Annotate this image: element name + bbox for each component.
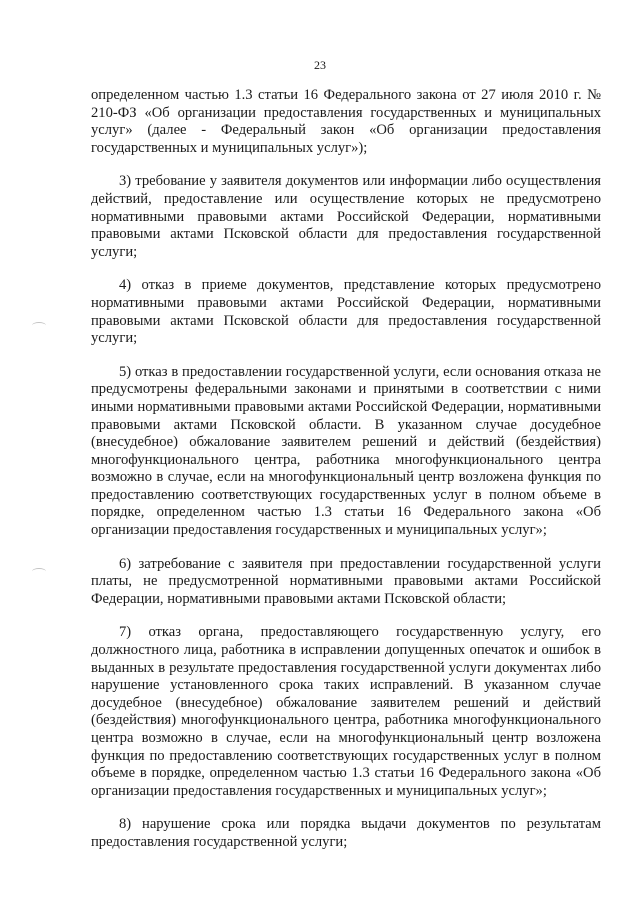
document-body: [91, 87, 601, 868]
paragraph-item-6: 6) затребование с заявителя при предоставлении государственной услуги платы, не предусмотренной нормативными правовыми актами Российской Федерации, нормативными правовыми актами Псковской области;: [91, 555, 601, 607]
paragraph-item-5: 5) отказ в предоставлении государственной услуги, если основания отказа не предусмотрены федеральными законами и принятыми в соответствии с ними иными нормативными правовыми актами Российской Федерации, нормативными правовыми актами Псковской области. В указанном случае досудебное (внесудебное) обжалование заявителем решений и действий (бездействия) многофункционального центра, работника многофункционального центра возможно в случае, если на многофункциональный центр возложена функция по предоставлению соответствующих государственных услуг в полном объеме в порядке, определенном частью 1.3 статьи 16 Федерального закона «Об организации предоставления государственных и муниципальных услуг»;: [91, 363, 601, 539]
paragraph-item-7: 7) отказ органа, предоставляющего государственную услугу, его должностного лица, работника в исправлении допущенных опечаток и ошибок в выданных в результате предоставления государственной услуги документах либо нарушение установленного срока таких исправлений. В указанном случае досудебное (внесудебное) обжалование заявителем решений и действий (бездействия) многофункционального центра, работника многофункционального центра возможно в случае, если на многофункциональный центр возложена функция по предоставлению соответствующих государственных услуг в полном объеме в порядке, определенном частью 1.3 статьи 16 Федерального закона «Об организации предоставления государственных и муниципальных услуг»;: [91, 624, 601, 799]
paragraph-item-4: 4) отказ в приеме документов, представление которых предусмотрено нормативными правовыми актами Российской Федерации, нормативными правовыми актами Псковской области для предоставления государственной услуги;: [91, 277, 601, 347]
paragraph-item-3: 3) требование у заявителя документов или информации либо осуществления действий, предоставление или осуществление которых не предусмотрено нормативными правовыми актами Российской Федерации, нормативными правовыми актами Псковской области для предоставления государственной услуги;: [91, 173, 601, 260]
margin-scan-mark: [32, 322, 46, 329]
page-number: 23: [314, 58, 326, 72]
margin-scan-mark: [32, 568, 46, 575]
paragraph-item-8: 8) нарушение срока или порядка выдачи документов по результатам предоставления государственной услуги;: [91, 816, 601, 850]
paragraph-continuation: определенном частью 1.3 статьи 16 Федерального закона от 27 июля 2010 г. № 210-ФЗ «Об организации предоставления государственных и муниципальных услуг» (далее - Федеральный закон «Об организации предоставления государственных и муниципальных услуг»);: [91, 87, 601, 156]
